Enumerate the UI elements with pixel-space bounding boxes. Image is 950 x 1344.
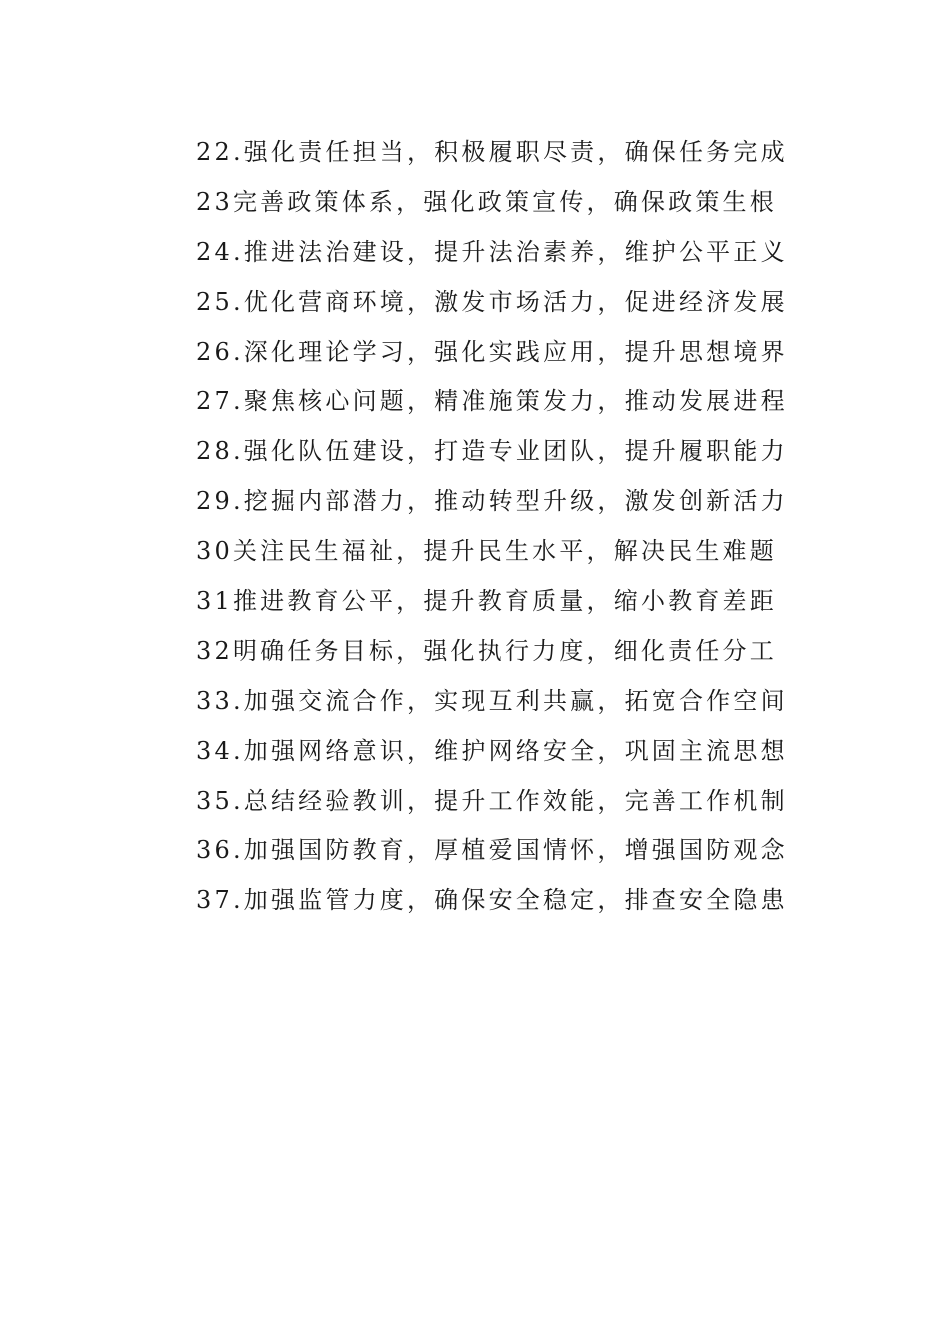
list-item: 22.强化责任担当，积极履职尽责，确保任务完成	[196, 138, 788, 166]
list-item: 23完善政策体系，强化政策宣传，确保政策生根	[196, 187, 777, 216]
list-item: 27.聚焦核心问题，精准施策发力，推动发展进程	[196, 387, 788, 416]
list-item: 37.加强监管力度，确保安全稳定，排查安全隐患	[196, 886, 788, 915]
list-item: 33.加强交流合作，实现互利共赢，拓宽合作空间	[196, 686, 788, 715]
list-item: 30关注民生福祉，提升民生水平，解决民生难题	[196, 537, 777, 566]
list-item: 36.加强国防教育，厚植爱国情怀，增强国防观念	[196, 836, 788, 865]
list-item: 35.总结经验教训，提升工作效能，完善工作机制	[196, 786, 788, 815]
list-item: 24.推进法治建设，提升法治素养，维护公平正义	[196, 237, 788, 266]
list-item: 26.深化理论学习，强化实践应用，提升思想境界	[196, 337, 788, 366]
slogan-list	[196, 128, 788, 926]
list-item: 32明确任务目标，强化执行力度，细化责任分工	[196, 636, 777, 665]
list-item: 25.优化营商环境，激发市场活力，促进经济发展	[196, 287, 788, 316]
list-item: 29.挖掘内部潜力，推动转型升级，激发创新活力	[196, 487, 788, 516]
list-item: 31推进教育公平，提升教育质量，缩小教育差距	[196, 587, 777, 616]
list-item: 34.加强网络意识，维护网络安全，巩固主流思想	[196, 736, 788, 765]
list-item: 28.强化队伍建设，打造专业团队，提升履职能力	[196, 437, 788, 466]
